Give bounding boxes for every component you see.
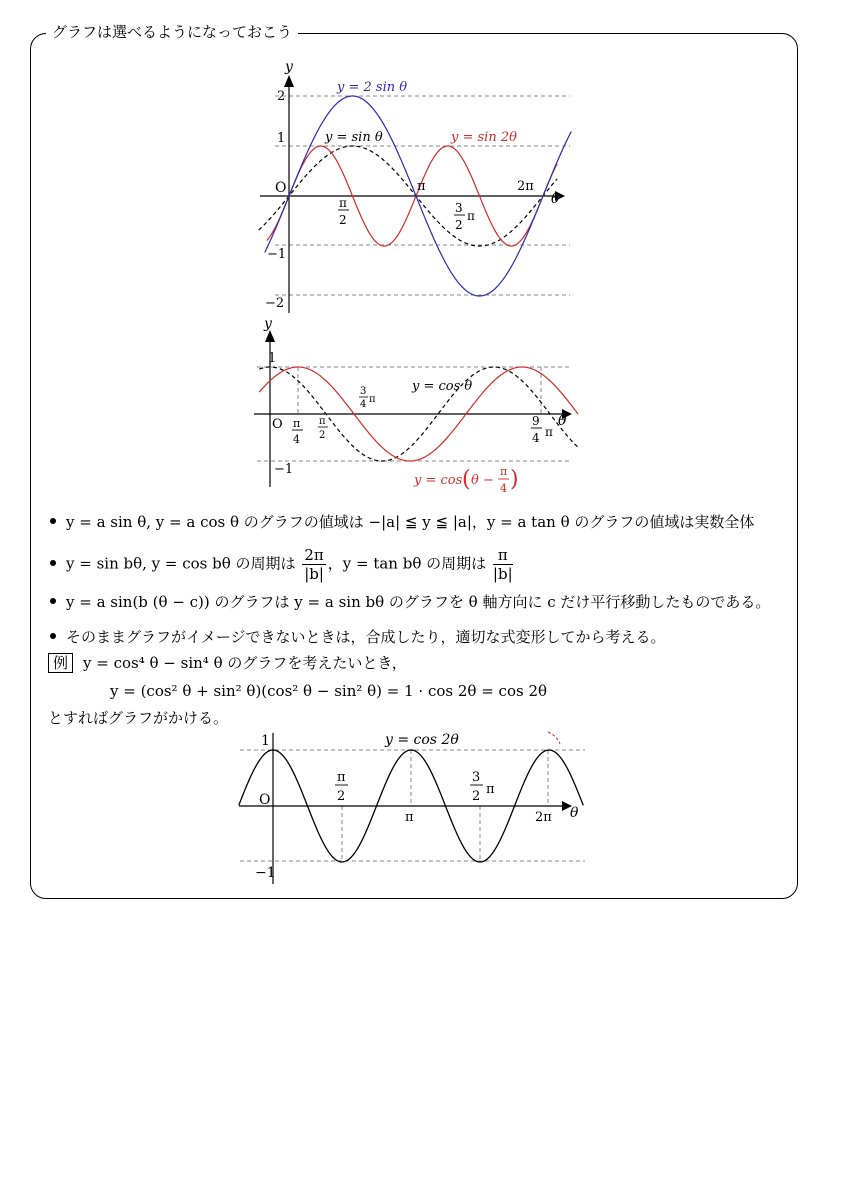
graph3-half-den: 2 [337,789,346,804]
graph3-theta-label: θ [570,805,579,821]
graph-sine-comparison [255,55,575,317]
example-line1 [48,653,407,673]
graph3-three-half-num: 3 [472,770,481,785]
graph1-black-label: y = sin θ [325,130,383,145]
bullet-shift [50,592,770,612]
bullet-range [50,512,754,532]
graph1-theta-label: θ [551,191,560,207]
graph1-y-label: y [285,59,293,75]
graph2-three-quarter-pi: π [369,394,376,405]
graph3-pi: π [405,810,414,825]
graph-cos-2theta [235,728,595,888]
graph2-quarter-den: 4 [293,433,300,446]
graph2-quarter-num: π [293,417,301,430]
bullet-range-text: y = a sin θ, y = a cos θ のグラフの値域は −|a| ≦ y ≦ |a|，y = a tan θ のグラフの値域は実数全体 [66,513,755,531]
section-title: グラフは選べるようになっておこう [46,22,298,42]
graph1-tick-m1: −1 [267,247,287,262]
example-line1-text: y = cos⁴ θ − sin⁴ θ のグラフを考えたいとき， [83,654,407,672]
graph2-red-frac-den: 4 [500,482,507,495]
graph1-red-label: y = sin 2θ [451,130,517,145]
example-line3: とすればグラフがかける。 [48,709,229,727]
period-frac-tan [493,546,513,583]
graph3-two-pi: 2π [535,810,552,825]
bullet-dot [50,633,56,639]
graph3-curve-label: y = cos 2θ [385,732,459,748]
graph2-three-quarter-num: 3 [360,386,367,397]
bullet-transform-text: そのままグラフがイメージできないときは，合成したり，適切な式変形してから考える。 [66,628,666,646]
graph2-red-frac-num: π [500,465,508,478]
graph2-black-label: y = cos θ [412,379,473,394]
example-tag: 例 [48,653,73,673]
graph3-tick-1: 1 [261,733,270,749]
graph2-tick-m1: −1 [274,462,294,477]
graph1-y-arrow [284,75,294,87]
graph2-red-label-prefix: y = cos [414,473,463,488]
bullet-dot [50,560,56,566]
example-line2: y = (cos² θ + sin² θ)(cos² θ − sin² θ) = 1 · cos 2θ = cos 2θ [110,682,548,700]
graph-cos-shift [252,312,582,497]
graph3-red-mark [548,732,560,744]
graph1-tick-2pi: 2π [517,179,534,194]
graph1-tick-pi: π [417,179,426,194]
graph1-tick-1: 1 [277,131,286,146]
graph2-tick-1: 1 [268,351,277,366]
graph1-three-half-den: 2 [455,218,463,232]
graph1-tick-m2: −2 [265,296,285,311]
graph3-three-half-pi: π [486,782,495,797]
graph1-blue-label: y = 2 sin θ [337,80,408,95]
graph2-theta-label: θ [558,413,567,429]
graph2-y-label: y [264,316,272,332]
graph1-origin: O [275,180,287,196]
graph2-nine-quarter-num: 9 [532,414,540,428]
graph2-red-label-inner: θ − [471,473,494,488]
graph2-half-den: 2 [319,430,326,441]
period-frac-tan-den: |b| [492,565,513,583]
period-frac-sin-den: |b| [304,565,324,583]
graph3-half-num: π [337,770,346,785]
graph3-origin: O [259,792,271,808]
graph1-half-pi-num: π [339,196,347,210]
bullet-dot [50,518,56,524]
graph1-tick-2: 2 [277,89,286,104]
bullet-period-text-a: y = sin bθ, y = cos bθ の周期は [66,554,296,573]
graph2-nine-quarter-den: 4 [532,431,540,445]
graph3-three-half-den: 2 [472,789,481,804]
graph1-half-pi-den: 2 [339,213,347,227]
graph2-origin: O [272,417,283,432]
period-frac-tan-num: π [493,546,513,565]
bullet-transform [50,627,666,647]
bullet-period-text-b: ，y = tan bθ の周期は [327,554,487,573]
graph2-half-num: π [319,416,326,427]
period-frac-sin-num: 2π [304,546,324,564]
graph2-three-quarter-den: 4 [360,399,367,410]
period-frac-sin [302,546,325,583]
bullet-period [50,546,515,583]
graph2-nine-quarter-pi: π [545,425,553,439]
bullet-dot [50,598,56,604]
graph3-tick-m1: −1 [255,865,276,881]
graph2-red-paren-close: ) [510,467,519,492]
graph2-red-paren-open: ( [462,467,471,492]
graph1-three-half-pi: π [467,209,475,223]
bullet-shift-text: y = a sin(b (θ − c)) のグラフは y = a sin bθ のグラフを θ 軸方向に c だけ平行移動したものである。 [66,593,771,611]
graph1-three-half-num: 3 [455,201,463,215]
graph2-red-label [413,465,519,495]
